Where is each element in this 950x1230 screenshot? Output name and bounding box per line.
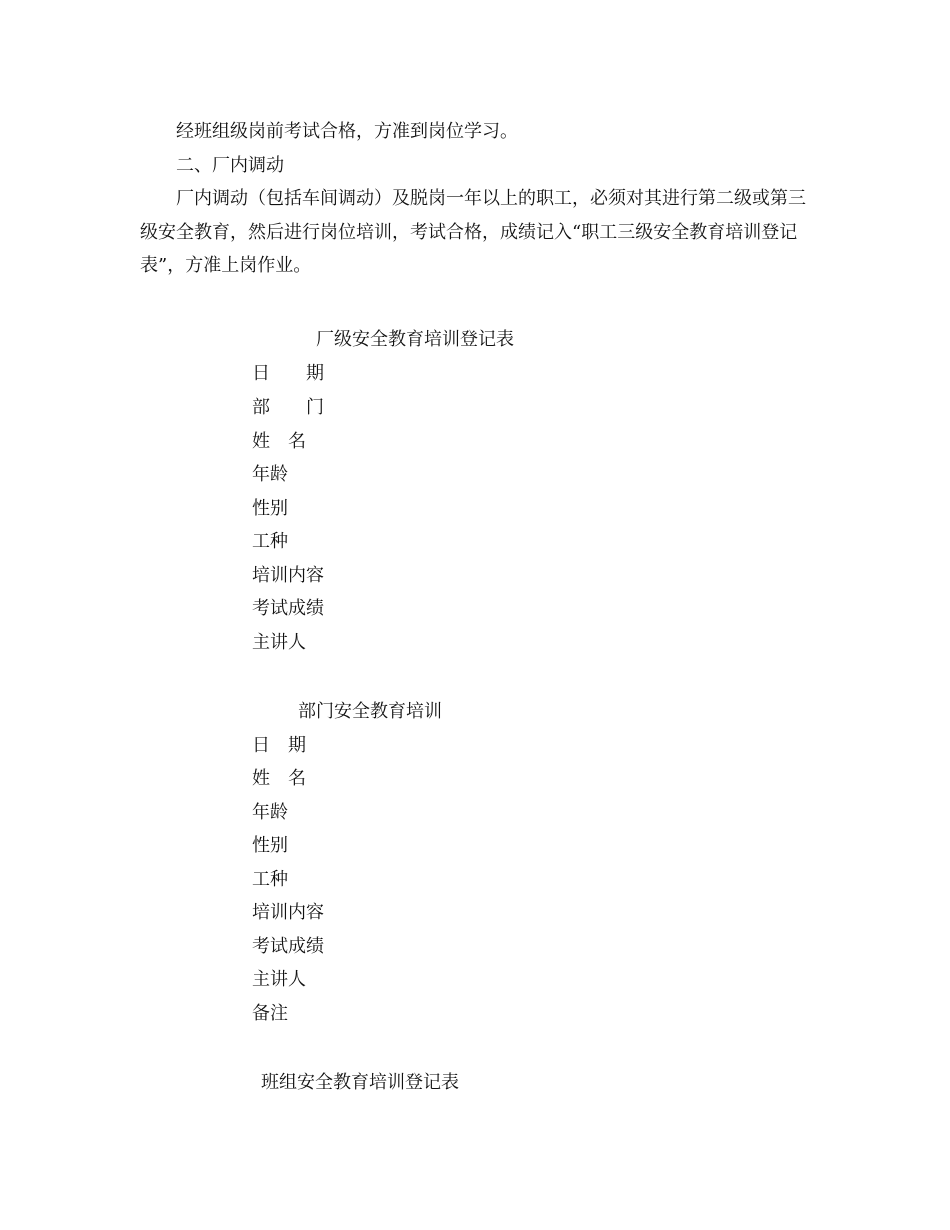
- form1-field-exam-score: 考试成绩: [252, 598, 324, 619]
- form1-field-age: 年龄: [252, 464, 288, 485]
- form2-field-exam-score: 考试成绩: [252, 936, 324, 957]
- body-line: 经班组级岗前考试合格，方准到岗位学习。: [176, 121, 518, 142]
- form2-field-job-type: 工种: [252, 869, 288, 890]
- form2-field-training-content: 培训内容: [252, 902, 324, 923]
- form1-field-lecturer: 主讲人: [252, 632, 306, 653]
- form1-field-date: 日 期: [252, 363, 324, 384]
- form-title-team: 班组安全教育培训登记表: [261, 1072, 459, 1093]
- form1-field-job-type: 工种: [252, 531, 288, 552]
- form2-field-name: 姓 名: [252, 768, 306, 789]
- form1-field-training-content: 培训内容: [252, 565, 324, 586]
- form2-field-lecturer: 主讲人: [252, 969, 306, 990]
- form2-field-age: 年龄: [252, 802, 288, 823]
- form-title-factory: 厂级安全教育培训登记表: [316, 329, 514, 350]
- form2-field-remarks: 备注: [252, 1003, 288, 1024]
- form2-field-gender: 性别: [252, 835, 288, 856]
- form-title-department: 部门安全教育培训: [298, 701, 442, 722]
- body-paragraph: 厂内调动（包括车间调动）及脱岗一年以上的职工，必须对其进行第二级或第三级安全教育，然后进行岗位培训，考试合格，成绩记入“职工三级安全教育培训登记表”，方准上岗作业。: [140, 188, 806, 276]
- form1-field-gender: 性别: [252, 498, 288, 519]
- section-heading: 二、厂内调动: [176, 155, 284, 176]
- form1-field-name: 姓 名: [252, 431, 306, 452]
- form2-field-date: 日 期: [252, 735, 306, 756]
- form1-field-department: 部 门: [252, 397, 324, 418]
